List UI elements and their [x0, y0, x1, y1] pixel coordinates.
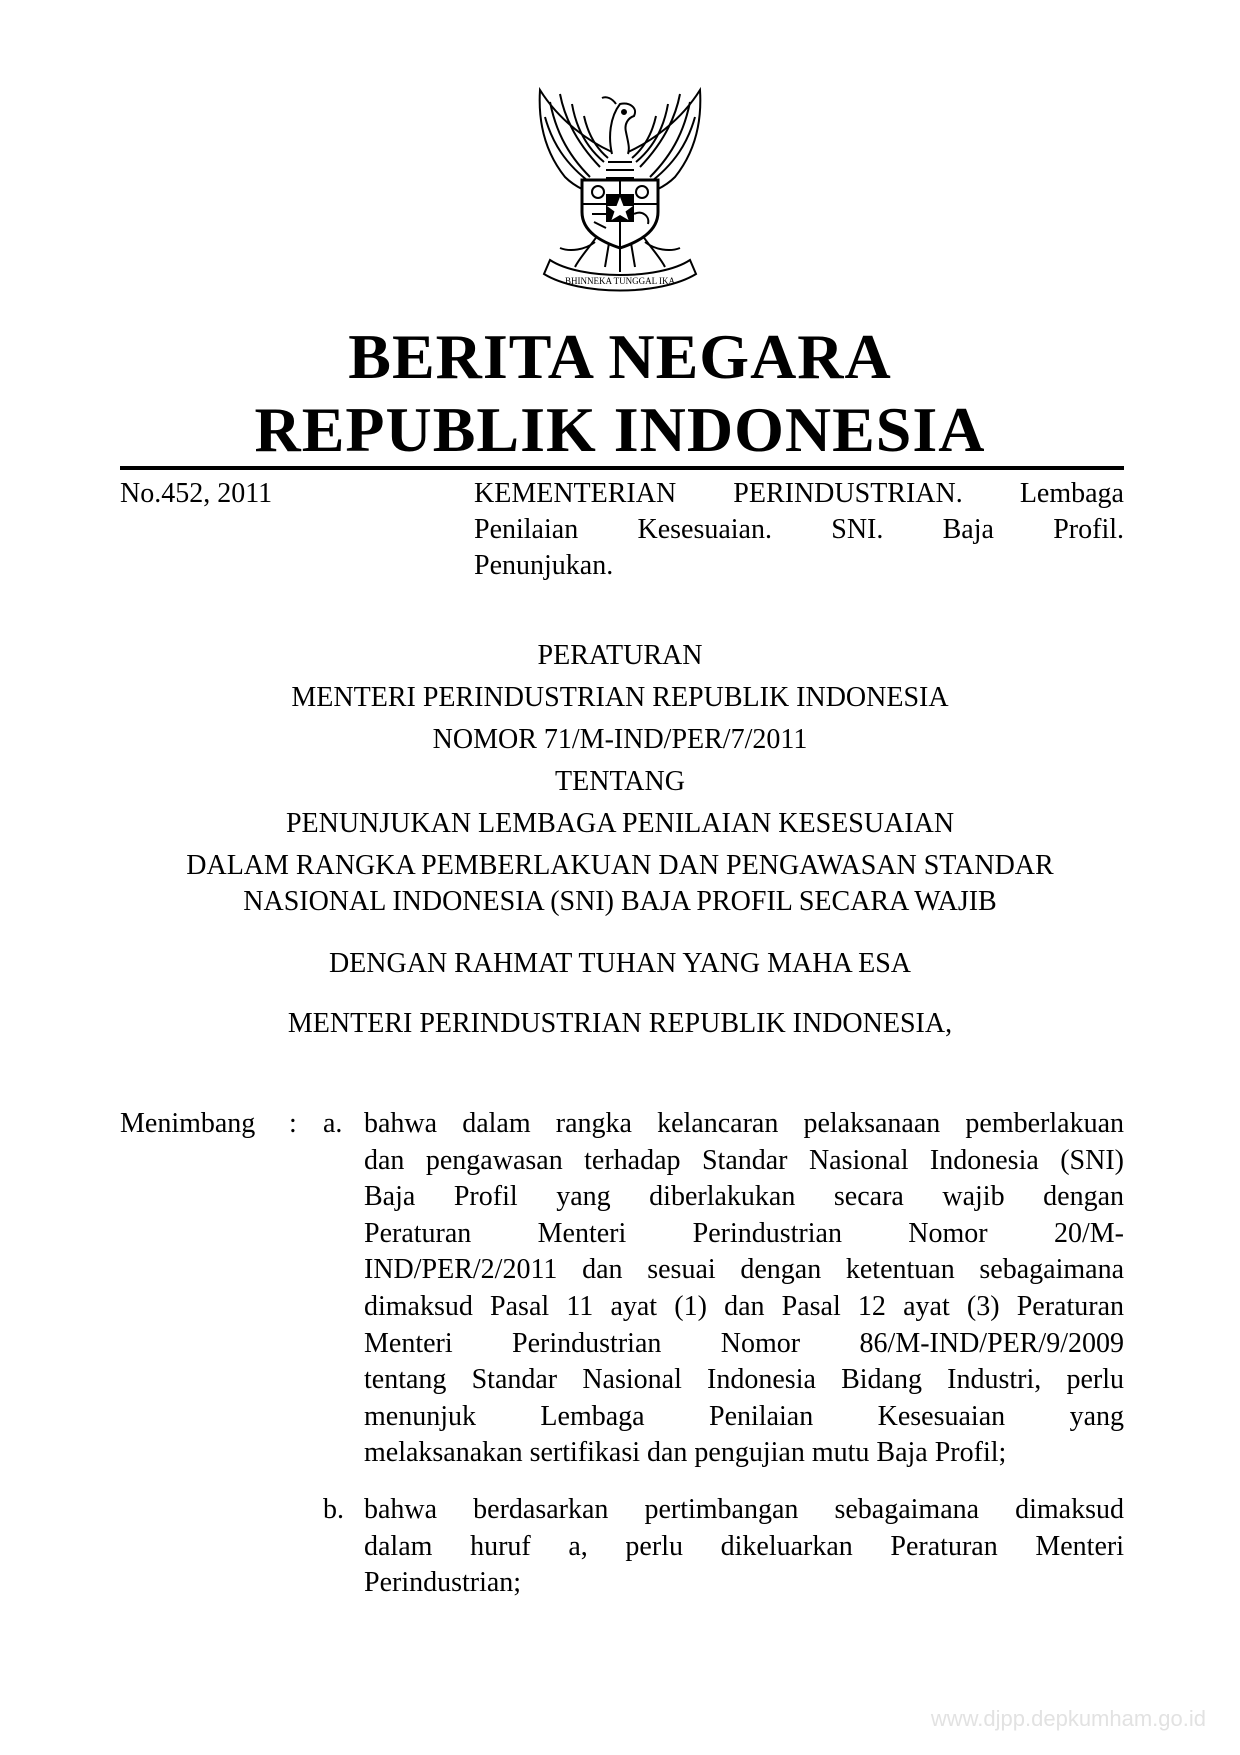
item-line: IND/PER/2/2011 dan sesuai dengan ketentuan sebagaimana	[364, 1254, 1124, 1286]
regulation-title-line: PENUNJUKAN LEMBAGA PENILAIAN KESESUAIAN	[285, 808, 955, 839]
regulation-number: NOMOR 71/M-IND/PER/7/2011	[432, 724, 808, 755]
item-line: dan pengawasan terhadap Standar Nasional Indonesia (SNI)	[364, 1144, 1124, 1176]
regulation-about: TENTANG	[555, 766, 685, 797]
document-summary	[474, 476, 1124, 584]
minister-line: MENTERI PERINDUSTRIAN REPUBLIK INDONESIA,	[287, 1008, 953, 1039]
item-line: bahwa dalam rangka kelancaran pelaksanaan pemberlakuan	[364, 1108, 1124, 1139]
item-line: tentang Standar Nasional Indonesia Bidang Industri, perlu	[364, 1364, 1124, 1396]
item-letter-a: a.	[323, 1108, 343, 1139]
regulation-title-line: DALAM RANGKA PEMBERLAKUAN DAN PENGAWASAN STANDAR	[186, 850, 1054, 881]
item-letter-b: b.	[323, 1494, 344, 1525]
regulation-issuer: MENTERI PERINDUSTRIAN REPUBLIK INDONESIA	[291, 682, 949, 713]
item-line: Perindustrian;	[364, 1567, 522, 1599]
regulation-type: PERATURAN	[537, 640, 703, 671]
garuda-emblem-icon	[520, 82, 720, 300]
item-line: bahwa berdasarkan pertimbangan sebagaimana dimaksud	[364, 1494, 1124, 1525]
item-text-a	[364, 1106, 1124, 1472]
document-number: No.452, 2011	[120, 478, 273, 509]
item-line: dimaksud Pasal 11 ayat (1) dan Pasal 12 ayat (3) Peraturan	[364, 1290, 1124, 1322]
header-rule	[120, 466, 1124, 470]
summary-line: Penunjukan.	[474, 550, 614, 581]
item-line: melaksanakan sertifikasi dan pengujian mutu Baja Profil;	[364, 1437, 1007, 1469]
summary-line: KEMENTERIAN PERINDUSTRIAN. Lembaga	[474, 478, 1124, 509]
item-line: Menteri Perindustrian Nomor 86/M-IND/PER/9/2009	[364, 1327, 1124, 1359]
item-line: Peraturan Menteri Perindustrian Nomor 20/M-	[364, 1217, 1124, 1249]
item-line: Baja Profil yang diberlakukan secara wajib dengan	[364, 1181, 1124, 1213]
summary-line: Penilaian Kesesuaian. SNI. Baja Profil.	[474, 514, 1124, 545]
menimbang-label: Menimbang	[120, 1108, 256, 1139]
invocation: DENGAN RAHMAT TUHAN YANG MAHA ESA	[328, 948, 912, 979]
item-text-b	[364, 1492, 1124, 1602]
masthead-line-2: REPUBLIK INDONESIA	[254, 394, 986, 465]
emblem-motto: BHINNEKA TUNGGAL IKA	[565, 276, 675, 286]
item-line: menunjuk Lembaga Penilaian Kesesuaian yang	[364, 1400, 1124, 1432]
watermark: www.djpp.depkumham.go.id	[930, 1706, 1206, 1731]
menimbang-colon: :	[289, 1108, 297, 1139]
item-line: dalam huruf a, perlu dikeluarkan Peraturan Menteri	[364, 1530, 1124, 1562]
masthead-line-1: BERITA NEGARA	[348, 321, 892, 392]
regulation-title-line: NASIONAL INDONESIA (SNI) BAJA PROFIL SECARA WAJIB	[243, 886, 997, 917]
